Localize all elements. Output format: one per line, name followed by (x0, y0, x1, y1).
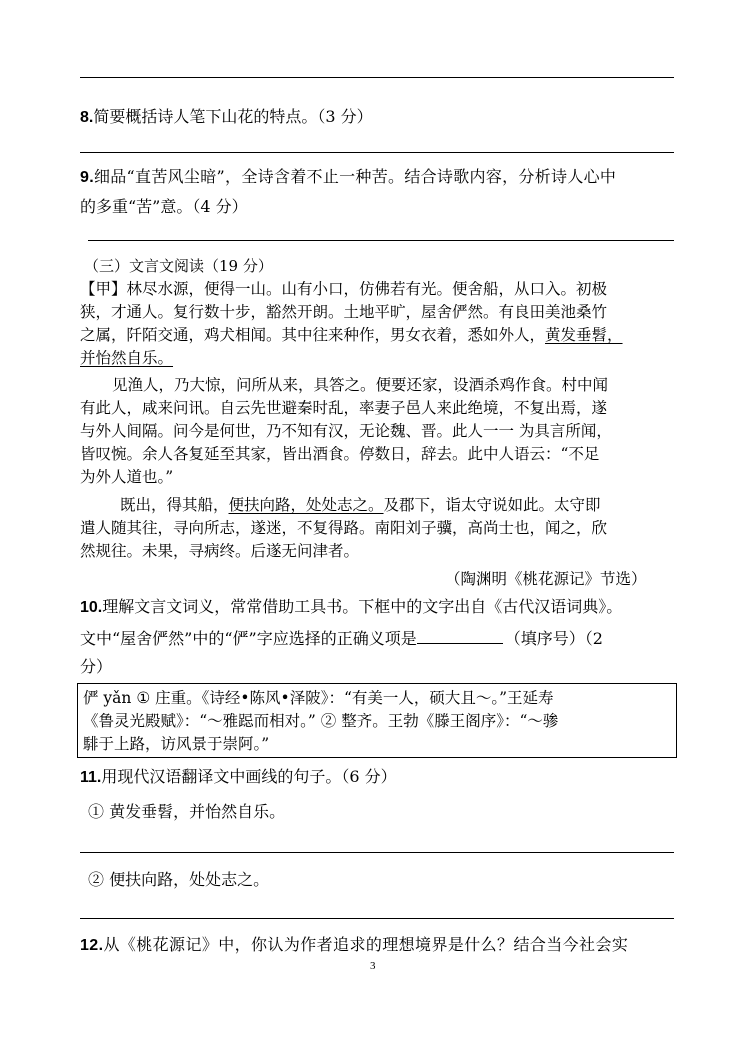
question-number: 9. (80, 169, 94, 186)
question-11-item-1: ① 黄发垂髫，并怡然自乐。 (88, 802, 286, 821)
answer-line (80, 918, 674, 919)
underlined-sentence: 并怡然自乐。 (80, 349, 174, 367)
question-text: 理解文言文词义，常常借助工具书。下框中的文字出自《古代汉语词典》。 (102, 597, 623, 616)
passage-line: 与外人间隔。问今是何世，乃不知有汉，无论魏、晋。此人一一 为具言所闻， (80, 422, 612, 440)
question-number: 11. (80, 769, 102, 786)
question-text: （填序号）（2 (504, 629, 603, 648)
dictionary-line: 《鲁灵光殿赋》：“～雅跽而相对。” ② 整齐。王勃《滕王阁序》：“～骖 (83, 712, 559, 730)
passage-line (120, 495, 601, 515)
question-10-line-1 (80, 597, 622, 618)
question-text: 用现代汉语翻译文中画线的句子。（6 分） (101, 767, 397, 786)
question-text: 简要概括诗人笔下山花的特点。（3 分） (93, 107, 373, 126)
question-11-item-2: ② 便扶向路，处处志之。 (88, 870, 270, 889)
page-number: 3 (370, 960, 376, 972)
question-8 (80, 107, 373, 128)
passage-line: 【甲】林尽水源，便得一山。山有小口，仿佛若有光。便舍船，从口入。初极 (80, 280, 608, 298)
question-10-line-2 (80, 627, 603, 649)
answer-line (80, 77, 674, 78)
question-number: 8. (80, 109, 94, 126)
dictionary-line: 俨 yǎn ① 庄重。《诗经•陈风•泽陂》：“有美一人，硕大且～。”王延寿 (83, 689, 554, 707)
question-text: 文中“屋舍俨然”中的“俨”字应选择的正确义项是 (80, 629, 417, 648)
question-text: 从《桃花源记》中，你认为作者追求的理想境界是什么？结合当今社会实 (103, 935, 629, 954)
question-12 (80, 935, 628, 956)
answer-line (80, 852, 674, 853)
passage-text: 之属，阡陌交通，鸡犬相闻。其中往来种作，男女衣着，悉如外人， (80, 326, 546, 344)
question-11 (80, 767, 397, 788)
passage-line: 然规往。未果，寻病终。后遂无问津者。 (80, 542, 360, 560)
passage-line: 有此人，咸来问讯。自云先世避秦时乱，率妻子邑人来此绝境，不复出焉，遂 (80, 399, 608, 417)
passage-line: 见渔人，乃大惊，问所从来，具答之。便要还家，设酒杀鸡作食。村中闻 (112, 376, 609, 394)
answer-line (80, 152, 674, 153)
passage-line: 狭，才通人。复行数十步，豁然开朗。土地平旷，屋舍俨然。有良田美池桑竹 (80, 303, 608, 321)
question-number: 12. (80, 937, 104, 954)
dictionary-line: 騑于上路，访风景于崇阿。” (83, 735, 270, 753)
underlined-sentence: 便扶向路，处处志之。 (228, 496, 384, 514)
passage-source: （陶渊明《桃花源记》节选） (445, 570, 647, 588)
question-text: 细品“直苦风尘暗”，全诗含着不止一种苦。结合诗歌内容，分析诗人心中 (93, 167, 617, 186)
underlined-sentence: 黄发垂髫， (545, 326, 623, 344)
answer-line (88, 240, 674, 241)
passage-line: 遣人随其往，寻向所志，遂迷，不复得路。南阳刘子骥，高尚士也，闻之，欣 (80, 519, 608, 537)
answer-blank[interactable] (417, 627, 503, 644)
passage-line: 皆叹惋。余人各复延至其家，皆出酒食。停数日，辞去。此中人语云：“不足 (80, 445, 600, 463)
question-9-line-1 (80, 167, 616, 188)
passage-text: 及郡下，诣太守说如此。太守即 (383, 496, 601, 514)
passage-text: 既出，得其船， (120, 496, 229, 514)
question-9-line-2: 的多重“苦”意。（4 分） (80, 197, 248, 216)
passage-line: 为外人道也。” (80, 468, 174, 486)
question-10-line-3: 分） (80, 657, 113, 676)
passage-line (80, 325, 623, 345)
section-title: （三）文言文阅读（19 分） (84, 257, 273, 275)
question-number: 10. (80, 599, 103, 616)
